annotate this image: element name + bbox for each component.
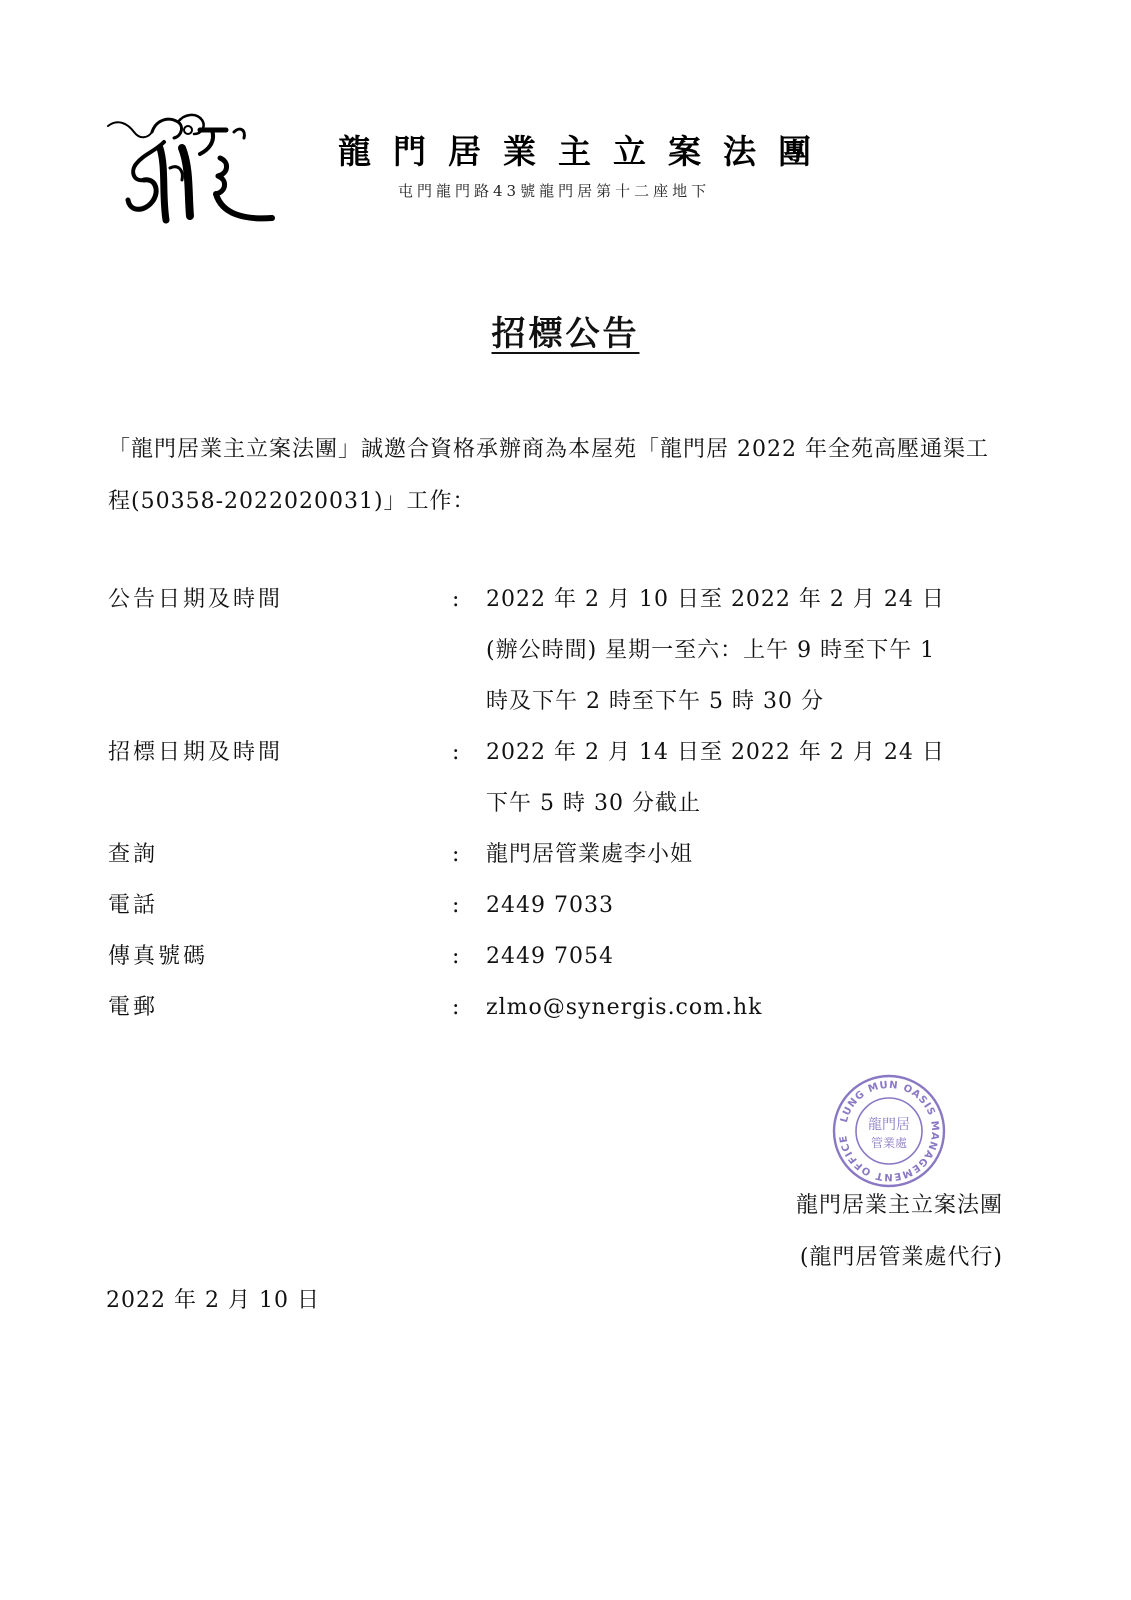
detail-label: 電郵 bbox=[108, 995, 159, 1020]
detail-value bbox=[486, 829, 1006, 880]
signature-block bbox=[796, 1180, 1003, 1284]
detail-colon: : bbox=[452, 893, 461, 918]
detail-row-phone bbox=[108, 880, 1008, 931]
detail-colon: : bbox=[452, 740, 461, 765]
detail-value-line: (辦公時間) 星期一至六：上午 9 時至下午 1 bbox=[486, 638, 936, 663]
signature-org: 龍門居業主立案法團 bbox=[795, 1193, 1003, 1218]
organization-name: 龍門居業主立案法團 bbox=[338, 132, 833, 171]
detail-label: 招標日期及時間 bbox=[108, 740, 284, 765]
detail-value bbox=[486, 880, 1006, 931]
detail-colon: : bbox=[452, 995, 461, 1020]
detail-value-line: 2022 年 2 月 14 日至 2022 年 2 月 24 日 bbox=[486, 740, 945, 765]
detail-label: 查詢 bbox=[108, 842, 159, 867]
company-stamp-icon bbox=[830, 1072, 948, 1190]
notice-intro: 「龍門居業主立案法團」誠邀合資格承辦商為本屋苑「龍門居 2022 年全苑高壓通渠工程(50358-2022020031)」工作： bbox=[108, 437, 989, 514]
detail-value-line: 龍門居管業處李小姐 bbox=[486, 842, 694, 867]
issue-date: 2022 年 2 月 10 日 bbox=[106, 1288, 320, 1313]
detail-row-notice-period bbox=[108, 574, 1008, 727]
detail-value bbox=[486, 574, 1006, 727]
signature-agent: (龍門居管業處代行) bbox=[799, 1245, 1003, 1270]
phone-number: 2449 7033 bbox=[486, 893, 614, 918]
stamp-center-line2: 管業處 bbox=[870, 1136, 908, 1150]
detail-colon: : bbox=[452, 842, 461, 867]
detail-colon: : bbox=[452, 587, 461, 612]
stamp-center-line1: 龍門居 bbox=[868, 1117, 910, 1133]
notice-title-text: 招標公告 bbox=[491, 314, 640, 354]
stamp-ring-text: LUNG MUN OASIS MANAGEMENT OFFICE bbox=[838, 1079, 941, 1183]
detail-value-line: 時及下午 2 時至下午 5 時 30 分 bbox=[486, 689, 824, 714]
email-address: zlmo@synergis.com.hk bbox=[486, 995, 763, 1020]
detail-value-line: 下午 5 時 30 分截止 bbox=[486, 791, 701, 816]
detail-value bbox=[486, 931, 1006, 982]
fax-number: 2449 7054 bbox=[486, 944, 614, 969]
detail-row-fax bbox=[108, 931, 1008, 982]
dragon-logo-icon bbox=[104, 108, 276, 230]
detail-colon: : bbox=[452, 944, 461, 969]
detail-label: 電話 bbox=[108, 893, 159, 918]
detail-value-line: 2022 年 2 月 10 日至 2022 年 2 月 24 日 bbox=[486, 587, 945, 612]
detail-label: 傳真號碼 bbox=[108, 944, 209, 969]
detail-row-email bbox=[108, 982, 1008, 1033]
details-list bbox=[108, 574, 1008, 1033]
organization-address: 屯門龍門路43號龍門居第十二座地下 bbox=[398, 182, 711, 200]
notice-title bbox=[0, 306, 1131, 355]
detail-value bbox=[486, 982, 1006, 1033]
detail-row-enquiry bbox=[108, 829, 1008, 880]
detail-row-tender-period bbox=[108, 727, 1008, 829]
detail-value bbox=[486, 727, 1006, 829]
detail-label: 公告日期及時間 bbox=[108, 587, 284, 612]
